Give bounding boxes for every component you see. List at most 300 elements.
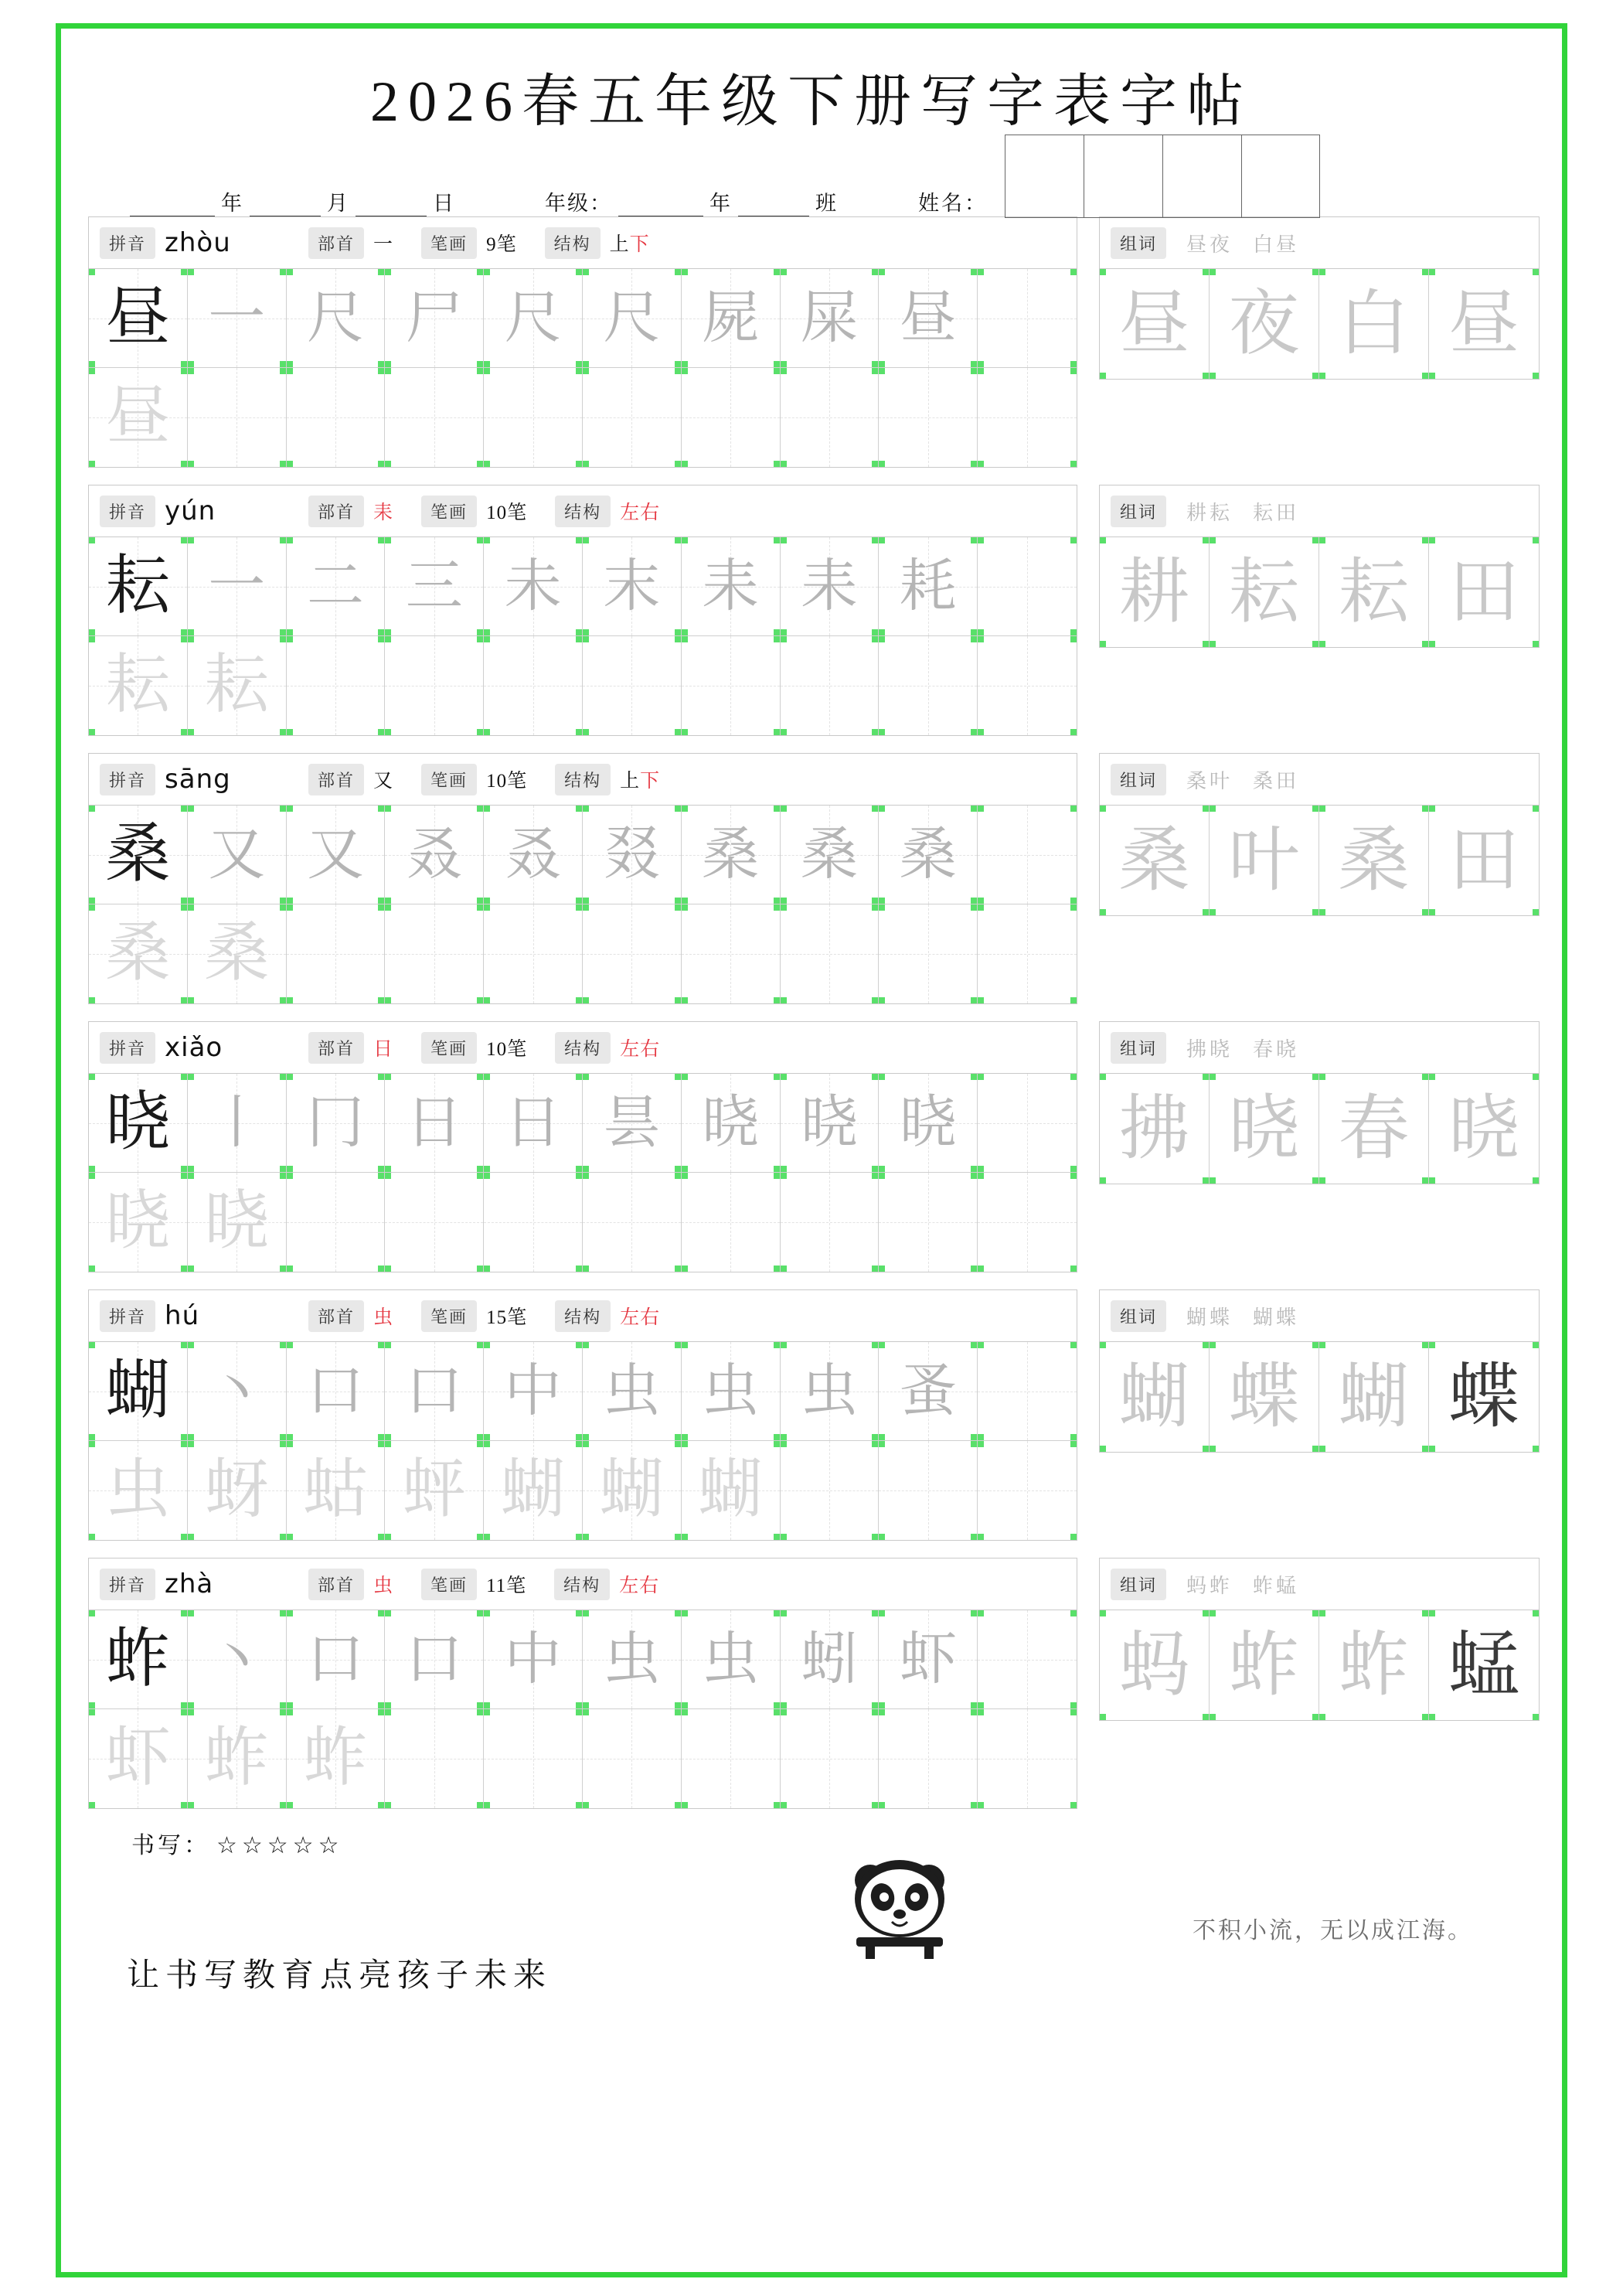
stroke-step-cell <box>385 269 484 368</box>
cell-glyph: 桑 <box>899 823 957 887</box>
model-character-cell <box>89 806 188 904</box>
word-cell[interactable] <box>1210 537 1319 647</box>
strokes-value: 11笔 <box>486 1576 527 1596</box>
cell-guide-horizontal <box>781 1490 879 1491</box>
cell-glyph: 屍 <box>702 286 760 350</box>
structure-info <box>555 1032 660 1064</box>
cell-corner <box>484 1266 490 1272</box>
cell-corner <box>576 636 583 642</box>
cell-corner <box>1070 1266 1077 1272</box>
practice-cell[interactable] <box>287 1441 386 1540</box>
practice-cell[interactable] <box>484 1441 583 1540</box>
strokes-label: 笔画 <box>421 496 477 527</box>
practice-cell[interactable] <box>583 1173 682 1272</box>
cell-glyph: 耘 <box>105 649 171 721</box>
practice-cell[interactable] <box>978 1441 1077 1540</box>
word-practice-row[interactable] <box>1100 269 1539 379</box>
radical-label: 部首 <box>308 227 364 259</box>
cell-corner <box>188 368 194 374</box>
stroke-step-cell <box>583 269 682 368</box>
stroke-step-cell <box>188 269 287 368</box>
practice-cell[interactable] <box>682 636 781 735</box>
cell-corner <box>978 1709 984 1715</box>
cell-guide-vertical <box>730 1709 731 1808</box>
word-cell[interactable] <box>1429 1074 1539 1184</box>
word-cell[interactable] <box>1319 1074 1429 1184</box>
stroke-step-cell <box>484 806 583 904</box>
word-glyph: 拂 <box>1118 1089 1190 1168</box>
cell-guide-horizontal <box>287 417 385 418</box>
cell-glyph: 尺 <box>603 286 661 350</box>
cell-corner <box>287 997 293 1003</box>
cell-corner <box>477 729 484 735</box>
practice-cell[interactable] <box>583 636 682 735</box>
practice-cell[interactable] <box>385 1173 484 1272</box>
name-box-4[interactable] <box>1241 135 1320 218</box>
practice-cell[interactable] <box>385 368 484 467</box>
stroke-step-cell <box>781 1342 880 1441</box>
cell-corner <box>872 636 879 642</box>
cell-guide-horizontal <box>682 954 780 955</box>
word-practice-row[interactable] <box>1100 806 1539 915</box>
cell-corner <box>378 368 385 374</box>
cell-guide-vertical <box>335 368 336 467</box>
cell-corner <box>1070 1709 1077 1715</box>
word-cell[interactable] <box>1429 537 1539 647</box>
radical-info <box>308 227 393 259</box>
pinyin-label: 拼音 <box>100 1032 155 1064</box>
cell-corner <box>477 461 484 467</box>
practice-row[interactable] <box>89 1173 1077 1272</box>
name-box-2[interactable] <box>1084 135 1162 218</box>
cell-glyph: 蛄 <box>302 1454 368 1526</box>
cell-corner <box>978 997 984 1003</box>
cell-guide-vertical <box>533 636 534 735</box>
cell-guide-vertical <box>631 904 632 1003</box>
cell-glyph: 蚱 <box>105 1623 171 1695</box>
stroke-step-cell <box>682 1342 781 1441</box>
month-input[interactable] <box>250 192 321 216</box>
practice-cell[interactable] <box>89 1173 188 1272</box>
word-glyph: 夜 <box>1228 284 1300 363</box>
practice-cell[interactable] <box>879 368 978 467</box>
practice-cell[interactable] <box>287 368 386 467</box>
name-box-3[interactable] <box>1162 135 1241 218</box>
practice-cell[interactable] <box>484 1173 583 1272</box>
cell-corner <box>1070 537 1077 543</box>
cell-corner <box>484 636 490 642</box>
cell-corner <box>385 997 391 1003</box>
practice-cell[interactable] <box>781 1709 880 1808</box>
stroke-step-cell <box>879 1610 978 1709</box>
word-cell[interactable] <box>1210 1342 1319 1452</box>
cell-glyph: 虫 <box>105 1454 171 1526</box>
practice-cell[interactable] <box>583 1709 682 1808</box>
words-label: 组词 <box>1111 1032 1166 1064</box>
practice-row[interactable] <box>89 636 1077 735</box>
name-boxes[interactable] <box>1005 135 1320 218</box>
cell-guide-vertical <box>730 636 731 735</box>
cell-glyph: 耗 <box>899 554 957 618</box>
cell-corner <box>879 904 885 911</box>
practice-cell[interactable] <box>89 1709 188 1808</box>
practice-cell[interactable] <box>978 904 1077 1003</box>
pinyin-label: 拼音 <box>100 227 155 259</box>
cell-corner <box>378 636 385 642</box>
word-cell[interactable] <box>1210 269 1319 379</box>
cell-corner <box>1070 1610 1077 1616</box>
strokes-value: 10笔 <box>486 1039 528 1060</box>
cell-corner <box>781 1709 787 1715</box>
word-cell[interactable] <box>1210 1610 1319 1720</box>
cell-corner <box>978 1266 984 1272</box>
practice-cell[interactable] <box>89 368 188 467</box>
word-practice-row[interactable] <box>1100 537 1539 647</box>
practice-cell[interactable] <box>879 904 978 1003</box>
cell-corner <box>971 1441 978 1447</box>
model-character-cell <box>89 537 188 636</box>
cell-corner <box>378 1173 385 1179</box>
character-info-bar <box>89 754 1077 806</box>
stroke-step-cell <box>682 1610 781 1709</box>
cell-corner <box>583 461 589 467</box>
practice-cell[interactable] <box>583 904 682 1003</box>
name-box-1[interactable] <box>1005 135 1084 218</box>
cell-corner <box>879 1266 885 1272</box>
strokes-info <box>421 764 527 795</box>
practice-cell[interactable] <box>89 636 188 735</box>
practice-cell[interactable] <box>583 368 682 467</box>
cell-glyph: 屎 <box>800 286 858 350</box>
pinyin-value: xiǎo <box>165 1032 223 1063</box>
cell-corner <box>971 461 978 467</box>
practice-cell[interactable] <box>484 904 583 1003</box>
pinyin-label: 拼音 <box>100 1569 155 1600</box>
word-cell[interactable] <box>1100 806 1210 915</box>
cell-glyph: 中 <box>504 1627 562 1691</box>
cell-corner <box>781 1802 787 1808</box>
cell-corner <box>484 1802 490 1808</box>
practice-cell[interactable] <box>879 1709 978 1808</box>
pinyin-value: yún <box>165 496 216 526</box>
practice-cell[interactable] <box>682 1173 781 1272</box>
cell-corner <box>675 904 682 911</box>
word-item: 桑田 <box>1253 769 1300 792</box>
cell-corner <box>1070 629 1077 636</box>
cell-guide-horizontal <box>978 1123 1077 1124</box>
cell-glyph: 口 <box>405 1359 463 1423</box>
stroke-step-cell <box>583 1610 682 1709</box>
class-input[interactable] <box>738 192 809 216</box>
cell-corner <box>583 1173 589 1179</box>
practice-cell[interactable] <box>879 1441 978 1540</box>
practice-row[interactable] <box>89 904 1077 1003</box>
cell-guide-horizontal <box>781 1222 879 1223</box>
word-practice-pane <box>1099 1289 1540 1453</box>
word-item: 蚂蚱 <box>1186 1574 1233 1597</box>
word-glyph: 蝴 <box>1338 1358 1410 1436</box>
practice-cell[interactable] <box>385 904 484 1003</box>
stroke-order-row <box>89 1342 1077 1441</box>
cell-corner <box>1070 1074 1077 1080</box>
practice-cell[interactable] <box>978 368 1077 467</box>
practice-cell[interactable] <box>781 1441 880 1540</box>
grade-input[interactable] <box>618 192 703 216</box>
cell-glyph: 口 <box>306 1627 364 1691</box>
radical-info <box>308 1032 393 1064</box>
cell-guide-vertical <box>928 636 929 735</box>
word-practice-pane <box>1099 753 1540 916</box>
cell-glyph: 桑 <box>702 823 760 887</box>
word-cell[interactable] <box>1319 537 1429 647</box>
cell-glyph: 丶 <box>208 1627 266 1691</box>
structure-value: 左右 <box>620 502 661 523</box>
word-item: 拂晓 <box>1186 1037 1233 1061</box>
cell-guide-vertical <box>236 368 237 467</box>
character-block <box>88 216 1535 468</box>
cell-corner <box>576 1173 583 1179</box>
practice-cell[interactable] <box>188 1173 287 1272</box>
cell-corner <box>978 636 984 642</box>
cell-corner <box>978 461 984 467</box>
stroke-step-cell <box>484 1342 583 1441</box>
stroke-step-cell <box>978 1610 1077 1709</box>
word-glyph: 叶 <box>1228 821 1300 900</box>
strokes-label: 笔画 <box>421 764 477 795</box>
cell-corner <box>879 1441 885 1447</box>
radical-info <box>308 1300 393 1332</box>
word-cell[interactable] <box>1319 1342 1429 1452</box>
cell-corner <box>287 729 293 735</box>
word-glyph: 耕 <box>1118 553 1190 632</box>
practice-cell[interactable] <box>287 1173 386 1272</box>
word-cell[interactable] <box>1319 806 1429 915</box>
cell-glyph: 末 <box>603 554 661 618</box>
stroke-step-cell <box>385 1610 484 1709</box>
practice-cell[interactable] <box>879 636 978 735</box>
word-practice-row[interactable] <box>1100 1074 1539 1184</box>
cell-corner <box>781 368 787 374</box>
cell-glyph: 虫 <box>603 1359 661 1423</box>
cell-corner <box>978 1610 984 1616</box>
cell-corner <box>682 636 688 642</box>
practice-cell[interactable] <box>188 1441 287 1540</box>
radical-value: 虫 <box>373 1576 394 1596</box>
practice-cell[interactable] <box>188 1709 287 1808</box>
practice-cell[interactable] <box>781 1173 880 1272</box>
practice-row[interactable] <box>89 368 1077 467</box>
day-input[interactable] <box>356 192 427 216</box>
cell-guide-vertical <box>1027 904 1028 1003</box>
cell-guide-vertical <box>1027 269 1028 367</box>
practice-cell[interactable] <box>484 636 583 735</box>
cell-corner <box>484 368 490 374</box>
cell-corner <box>280 461 287 467</box>
practice-cell[interactable] <box>781 636 880 735</box>
word-cell[interactable] <box>1100 1610 1210 1720</box>
character-practice-pane <box>88 753 1077 1004</box>
cell-glyph: 虾 <box>105 1722 171 1794</box>
practice-cell[interactable] <box>682 368 781 467</box>
cell-glyph: 一 <box>208 554 266 618</box>
cell-corner <box>675 1709 682 1715</box>
cell-corner <box>484 1173 490 1179</box>
words-info-bar <box>1100 1290 1539 1342</box>
cell-corner <box>978 368 984 374</box>
word-cell[interactable] <box>1100 1074 1210 1184</box>
cell-corner <box>385 636 391 642</box>
practice-cell[interactable] <box>188 368 287 467</box>
strokes-info <box>421 1300 527 1332</box>
word-cell[interactable] <box>1429 269 1539 379</box>
stroke-step-cell <box>879 1074 978 1173</box>
cell-corner <box>287 368 293 374</box>
cell-guide-horizontal <box>879 1490 977 1491</box>
cell-corner <box>576 997 583 1003</box>
word-cell[interactable] <box>1100 1342 1210 1452</box>
stroke-step-cell <box>781 537 880 636</box>
word-cell[interactable] <box>1429 1342 1539 1452</box>
practice-cell[interactable] <box>89 1441 188 1540</box>
structure-label: 结构 <box>545 227 601 259</box>
cell-glyph: 蚤 <box>899 1359 957 1423</box>
word-cell[interactable] <box>1210 806 1319 915</box>
cell-corner <box>781 1441 787 1447</box>
word-practice-row[interactable] <box>1100 1610 1539 1720</box>
word-cell[interactable] <box>1319 269 1429 379</box>
character-info-bar <box>89 1558 1077 1610</box>
cell-corner <box>872 461 879 467</box>
practice-cell[interactable] <box>484 368 583 467</box>
practice-cell[interactable] <box>978 1173 1077 1272</box>
cell-corner <box>477 636 484 642</box>
strokes-value: 9笔 <box>486 234 517 255</box>
practice-cell[interactable] <box>385 1709 484 1808</box>
cell-corner <box>484 1709 490 1715</box>
practice-cell[interactable] <box>188 904 287 1003</box>
cell-glyph: 蚱 <box>204 1722 270 1794</box>
word-cell[interactable] <box>1429 1610 1539 1720</box>
character-info-bar <box>89 485 1077 537</box>
cell-corner <box>879 997 885 1003</box>
stroke-step-cell <box>188 1342 287 1441</box>
cell-corner <box>287 904 293 911</box>
practice-cell[interactable] <box>287 1709 386 1808</box>
cell-corner <box>682 1709 688 1715</box>
practice-cell[interactable] <box>978 636 1077 735</box>
cell-glyph: 蚱 <box>302 1722 368 1794</box>
radical-value: 日 <box>373 1039 394 1060</box>
pinyin-value: zhòu <box>165 227 231 258</box>
practice-cell[interactable] <box>287 636 386 735</box>
cell-glyph: 蚜 <box>204 1454 270 1526</box>
grade-label: 年级： <box>545 192 612 215</box>
cell-corner <box>484 729 490 735</box>
practice-cell[interactable] <box>188 636 287 735</box>
cell-corner <box>872 1802 879 1808</box>
practice-cell[interactable] <box>682 904 781 1003</box>
character-block <box>88 1558 1535 1809</box>
practice-cell[interactable] <box>682 1441 781 1540</box>
practice-row[interactable] <box>89 1441 1077 1540</box>
cell-glyph: 虫 <box>603 1627 661 1691</box>
cell-corner <box>188 461 194 467</box>
words-info-bar <box>1100 1022 1539 1074</box>
practice-cell[interactable] <box>583 1441 682 1540</box>
cell-guide-vertical <box>335 1173 336 1272</box>
cell-corner <box>971 729 978 735</box>
words-info-bar <box>1100 754 1539 806</box>
word-cell[interactable] <box>1319 1610 1429 1720</box>
practice-cell[interactable] <box>978 1709 1077 1808</box>
cell-corner <box>484 461 490 467</box>
stroke-step-cell <box>385 806 484 904</box>
word-glyph: 晓 <box>1228 1089 1300 1168</box>
cell-guide-horizontal <box>385 1222 483 1223</box>
cell-corner <box>378 904 385 911</box>
cell-corner <box>774 1173 781 1179</box>
practice-cell[interactable] <box>89 904 188 1003</box>
cell-glyph: 叒 <box>504 823 562 887</box>
cell-guide-vertical <box>1027 1441 1028 1540</box>
word-glyph: 蚱 <box>1338 1626 1410 1705</box>
cell-glyph: 一 <box>208 286 266 350</box>
stroke-step-cell <box>287 1342 386 1441</box>
cell-guide-horizontal <box>781 954 879 955</box>
cell-guide-vertical <box>533 1173 534 1272</box>
cell-corner <box>1070 1434 1077 1441</box>
cell-guide-horizontal <box>484 417 582 418</box>
year-input[interactable] <box>130 192 215 216</box>
word-cell[interactable] <box>1100 537 1210 647</box>
cell-guide-horizontal <box>978 1222 1077 1223</box>
practice-cell[interactable] <box>385 636 484 735</box>
word-cell[interactable] <box>1210 1074 1319 1184</box>
words-info-bar <box>1100 217 1539 269</box>
cell-corner <box>477 1173 484 1179</box>
cell-glyph: 尺 <box>306 286 364 350</box>
cell-corner <box>675 1266 682 1272</box>
word-practice-row[interactable] <box>1100 1342 1539 1452</box>
cell-glyph: 又 <box>306 823 364 887</box>
stroke-step-cell <box>682 269 781 368</box>
radical-value: 一 <box>373 234 394 255</box>
cell-corner <box>583 729 589 735</box>
cell-corner <box>675 368 682 374</box>
writing-label: 书写： <box>131 1833 210 1858</box>
cell-corner <box>378 729 385 735</box>
cell-corner <box>477 1709 484 1715</box>
practice-row[interactable] <box>89 1709 1077 1808</box>
practice-cell[interactable] <box>385 1441 484 1540</box>
word-cell[interactable] <box>1100 269 1210 379</box>
practice-cell[interactable] <box>682 1709 781 1808</box>
practice-cell[interactable] <box>781 904 880 1003</box>
practice-cell[interactable] <box>484 1709 583 1808</box>
stroke-order-row <box>89 1610 1077 1709</box>
practice-cell[interactable] <box>781 368 880 467</box>
word-item: 白昼 <box>1253 233 1300 256</box>
radical-label: 部首 <box>308 1569 364 1600</box>
word-cell[interactable] <box>1429 806 1539 915</box>
practice-cell[interactable] <box>287 904 386 1003</box>
cell-guide-vertical <box>1027 1074 1028 1172</box>
cell-corner <box>971 1802 978 1808</box>
practice-cell[interactable] <box>879 1173 978 1272</box>
cell-corner <box>1070 1441 1077 1447</box>
cell-glyph: 桑 <box>105 818 171 891</box>
cell-corner <box>477 997 484 1003</box>
